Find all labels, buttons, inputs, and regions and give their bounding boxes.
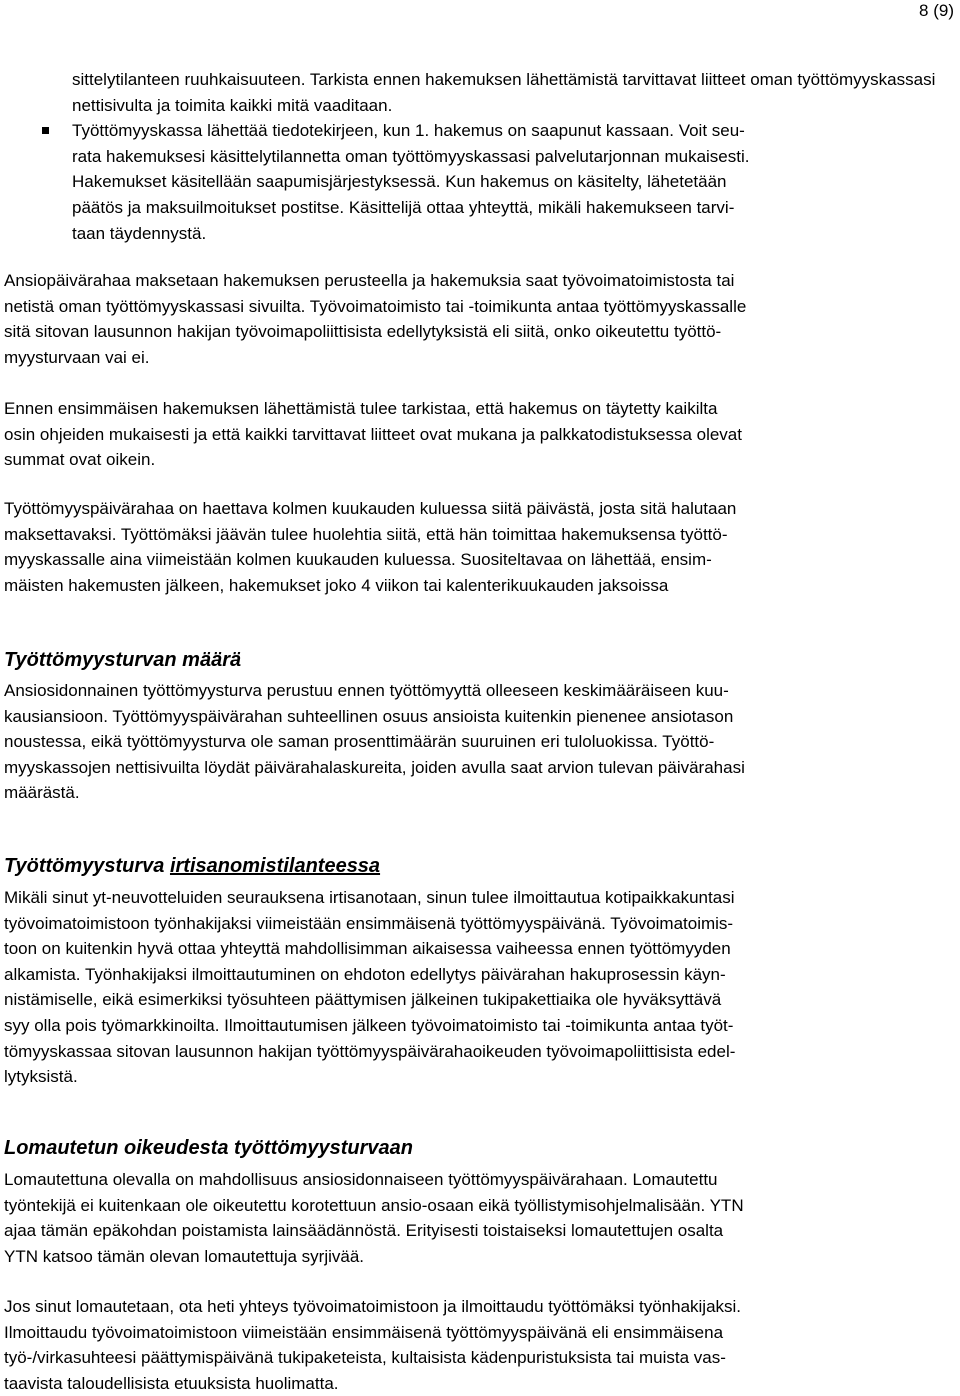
text-line: työntekijä ei kuitenkaan ole oikeutettu korotettuun ansio-osaan eikä työllistymisohjelmalisään. YTN (4, 1195, 744, 1215)
text-line: rata hakemuksesi käsittelytilannetta oman työttömyyskassasi palvelutarjonnan mukaisesti. (72, 146, 750, 166)
paragraph-amount (4, 678, 956, 806)
text-line: Ansiopäivärahaa maksetaan hakemuksen perusteella ja hakemuksia saat työvoimatoimistosta tai (4, 271, 735, 290)
text-line: myyskassalle aina viimeistään kolmen kuukauden kuluessa. Suositeltavaa on lähettää, ensim- (4, 550, 712, 570)
paragraph-layoff-rights (4, 1167, 956, 1269)
intro-block (72, 67, 952, 246)
text-line: Ilmoittaudu työvoimatoimistoon viimeistään ensimmäisenä työttömyyspäivänä eli ensimmäisena (4, 1322, 724, 1342)
heading-text: Työttömyysturva (4, 855, 170, 877)
text-line: osin ohjeiden mukaisesti ja että kaikki tarvittavat liitteet ovat mukana ja palkkatodistuksessa olevat (4, 424, 742, 444)
text-line: maksettavaksi. Työttömäksi jäävän tulee huolehtia siitä, että hän toimittaa hakemuksensa työttö- (4, 524, 728, 544)
text-line: alkamista. Työnhakijaksi ilmoittautuminen on ehdoton edellytys päivärahan hakuprosessin käyn- (4, 964, 726, 984)
heading-text-underlined: irtisanomistilanteessa (169, 855, 381, 877)
text-line: työvoimatoimistoon työnhakijaksi viimeistään ensimmäisenä työttömyyspäivänä. Työvoimatoimis- (4, 913, 734, 933)
text-line: YTN katsoo tämän olevan lomautettuja syrjivää. (4, 1246, 365, 1266)
text-line: lytyksistä. (4, 1067, 78, 1087)
text-line: myyskassojen nettisivuilta löydät päivärahalaskureita, joiden avulla saat arvion tulevan päivärahasi (4, 757, 745, 777)
text-line: työ-/virkasuhteesi päättymispäivänä tukipaketeista, kultaisista kädenpuristuksista tai muista vas- (4, 1348, 726, 1368)
paragraph-first-application (4, 396, 956, 473)
text-line: sittelytilanteen ruuhkaisuuteen. Tarkista ennen hakemuksen lähettämistä tarvittavat liitteet (72, 70, 746, 89)
text-line: Työttömyyspäivärahaa on haettava kolmen kuukauden kuluessa siitä päivästä, josta sitä halutaan (4, 499, 737, 518)
text-line: mäisten hakemusten jälkeen, hakemukset joko 4 viikon tai kalenterikuukauden jaksoissa (4, 575, 669, 595)
text-line: Lomautettuna olevalla on mahdollisuus ansiosidonnaiseen työttömyyspäivärahaan. Lomautettu (4, 1170, 718, 1189)
text-line: Hakemukset käsitellään saapumisjärjestyksessä. Kun hakemus on käsitelty, lähetetään (72, 172, 727, 192)
text-line: päätös ja maksuilmoitukset postitse. Käsittelijä ottaa yhteyttä, mikäli hakemukseen tarvi- (72, 197, 735, 217)
text-line: taavista taloudellisista etuuksista huolimatta. (4, 1373, 339, 1393)
text-line: toon on kuitenkin hyvä ottaa yhteyttä mahdollisimman aikaisessa vaiheessa ennen työttömyyden (4, 939, 731, 959)
text-line: Mikäli sinut yt-neuvotteluiden seurauksena irtisanotaan, sinun tulee ilmoittautua kotipaikkakuntasi (4, 888, 735, 907)
text-line: nistämiselle, eikä esimerkiksi työsuhteen päättymisen jälkeinen tukipakettiaika ole hyväksyttävä (4, 990, 722, 1010)
text-line: ajaa tämän epäkohdan poistamista lainsäädännöstä. Erityisesti toistaiseksi lomautettujen osalta (4, 1221, 724, 1241)
intro-continuation (72, 67, 952, 118)
text-line: taan täydennystä. (72, 223, 207, 243)
text-line: sitä sitovan lausunnon hakijan työvoimapoliittisista edellytyksistä eli siitä, onko oikeutettu työttö- (4, 322, 722, 342)
bullet-list-item (72, 118, 952, 246)
section-heading-layoff: Lomautetun oikeudesta työttömyysturvaan (4, 1137, 413, 1159)
paragraph-application-deadline (4, 496, 956, 598)
text-line: Ennen ensimmäisen hakemuksen lähettämistä tulee tarkistaa, että hakemus on täytetty kaikilta (4, 399, 718, 418)
section-heading-amount: Työttömyysturvan määrä (4, 649, 242, 671)
text-line: Ansiosidonnainen työttömyysturva perustuu ennen työttömyyttä olleeseen keskimääräiseen kuu- (4, 681, 729, 700)
text-line: Jos sinut lomautetaan, ota heti yhteys työvoimatoimistoon ja ilmoittaudu työttömäksi työnhakijaksi. (4, 1297, 742, 1316)
section-heading-dismissal (4, 853, 380, 879)
text-line: noustessa, eikä työttömyysturva ole saman prosenttimäärän suuruinen eri tuloluokissa. Työttö- (4, 732, 715, 752)
paragraph-dismissal (4, 885, 956, 1090)
text-line: syy olla pois työmarkkinoilta. Ilmoittautumisen jälkeen työvoimatoimisto tai -toimikunta antaa työt- (4, 1015, 734, 1035)
text-line: summat ovat oikein. (4, 450, 156, 470)
text-line: Työttömyyskassa lähettää tiedotekirjeen, kun 1. hakemus on saapunut kassaan. Voit seu- (72, 121, 745, 141)
page-number: 8 (9) (919, 1, 954, 20)
text-line: netistä oman työttömyyskassasi sivuilta. Työvoimatoimisto tai -toimikunta antaa työttömyyskassalle (4, 296, 747, 316)
text-line: kausiansioon. Työttömyyspäivärahan suhteellinen osuus ansioista kuitenkin pienenee ansiotason (4, 706, 734, 726)
text-line: oman työttömyyskassasi nettisivulta ja toimita kaikki mitä vaaditaan. (72, 70, 936, 115)
text-line: myysturvaan vai ei. (4, 347, 150, 367)
square-bullet-icon (42, 127, 49, 134)
text-line: määrästä. (4, 783, 80, 803)
text-line: tömyyskassaa sitovan lausunnon hakijan työttömyyspäivärahaoikeuden työvoimapoliittisista edel- (4, 1041, 736, 1061)
paragraph-applications (4, 268, 956, 370)
paragraph-layoff-registration (4, 1294, 956, 1396)
